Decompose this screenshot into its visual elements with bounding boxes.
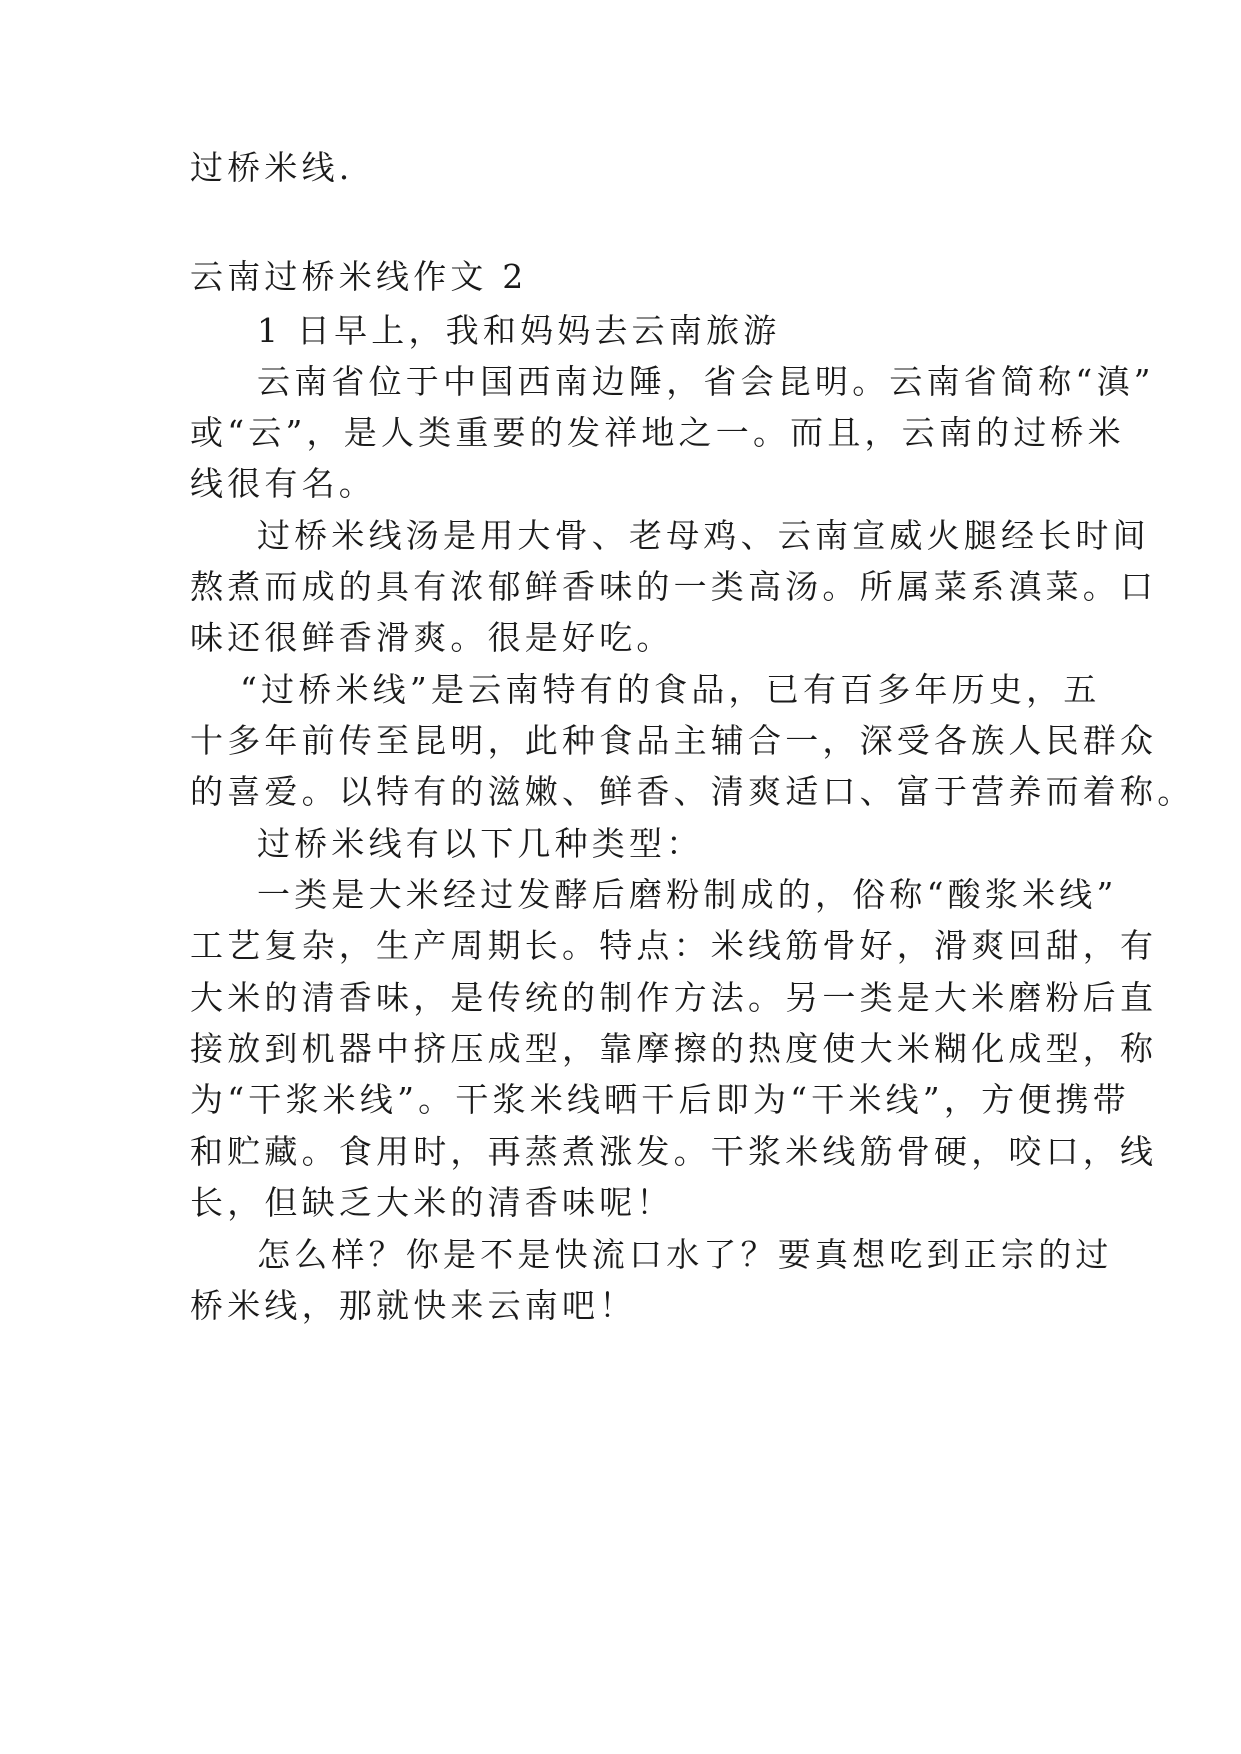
paragraph-line: 味还很鲜香滑爽。很是好吃。 [190,618,674,657]
paragraph-line: 工艺复杂，生产周期长。特点：米线筋骨好，滑爽回甜，有 [190,926,1158,965]
paragraph-line: 怎么样？你是不是快流口水了？要真想吃到正宗的过 [257,1235,1113,1274]
paragraph-line: 1 日早上，我和妈妈去云南旅游 [257,311,781,350]
closing-line: 过桥米线. [190,148,354,187]
essay-title: 云南过桥米线作文 2 [190,257,528,296]
paragraph-line: 云南省位于中国西南边陲，省会昆明。云南省简称“滇” [257,362,1155,401]
paragraph-line: 为“干浆米线”。干浆米线晒干后即为“干米线”，方便携带 [190,1080,1130,1119]
paragraph-line: 十多年前传至昆明，此种食品主辅合一，深受各族人民群众 [190,721,1158,760]
paragraph-line: 过桥米线汤是用大骨、老母鸡、云南宣威火腿经长时间 [257,516,1150,555]
paragraph-line: 或“云”，是人类重要的发祥地之一。而且，云南的过桥米 [190,413,1125,452]
paragraph-line: 的喜爱。以特有的滋嫩、鲜香、清爽适口、富于营养而着称。 [190,772,1195,811]
paragraph-line: 接放到机器中挤压成型，靠摩擦的热度使大米糊化成型，称 [190,1029,1158,1068]
paragraph-line: 桥米线，那就快来云南吧！ [190,1286,637,1325]
paragraph-line: “过桥米线”是云南特有的食品，已有百多年历史，五 [240,670,1101,709]
paragraph-line: 过桥米线有以下几种类型： [257,824,704,863]
paragraph-line: 长，但缺乏大米的清香味呢！ [190,1183,674,1222]
paragraph-line: 线很有名。 [190,464,376,503]
paragraph-line: 大米的清香味，是传统的制作方法。另一类是大米磨粉后直 [190,978,1158,1017]
paragraph-line: 熬煮而成的具有浓郁鲜香味的一类高汤。所属菜系滇菜。口 [190,567,1158,606]
paragraph-line: 一类是大米经过发酵后磨粉制成的，俗称“酸浆米线” [257,875,1118,914]
paragraph-line: 和贮藏。食用时，再蒸煮涨发。干浆米线筋骨硬，咬口，线 [190,1132,1158,1171]
